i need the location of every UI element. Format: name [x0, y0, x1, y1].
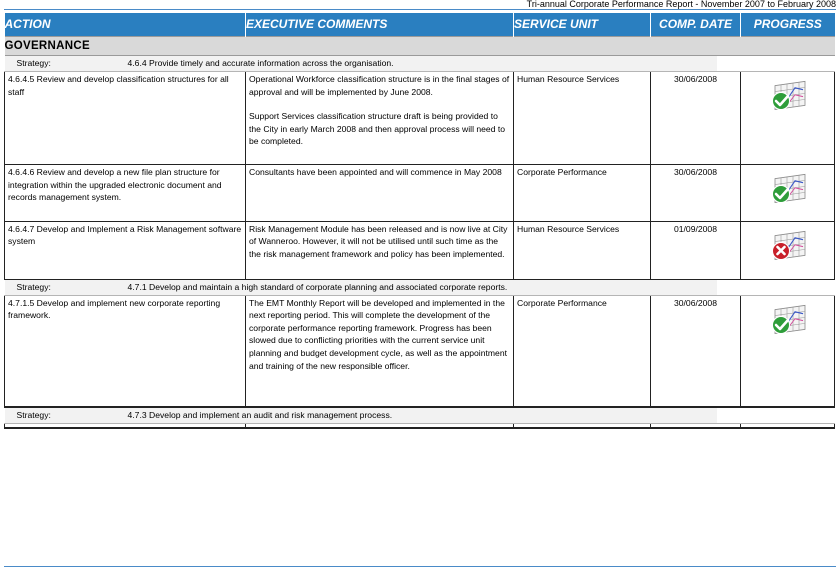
progress-chart-check-icon [765, 300, 811, 346]
comment-paragraph: Risk Management Module has been released and is now live at City of Wanneroo. However, it will not be utilised until such time as the the risk management framework and policy has been implemented. [249, 223, 508, 259]
comments-cell [246, 295, 514, 407]
strategy-text: 4.7.1 Develop and maintain a high standard of corporate planning and associated corporate reports. [128, 279, 717, 295]
strategy-label: Strategy: [5, 279, 246, 295]
progress-cell [741, 72, 835, 165]
service-unit-cell: Corporate Performance [514, 295, 651, 407]
comments-cell [246, 72, 514, 165]
strategy-label: Strategy: [5, 407, 246, 424]
service-unit-cell: Corporate Performance [514, 165, 651, 222]
header-row [5, 13, 835, 37]
header-rule [4, 9, 836, 10]
comment-paragraph: Support Services classification structure draft is being provided to the City in early March 2008 and then approval process will need to be completed. [249, 111, 506, 147]
comments-cell [246, 221, 514, 279]
comp-date-cell: 01/09/2008 [651, 221, 741, 279]
comp-date-cell: 30/06/2008 [651, 295, 741, 407]
comment-paragraph: The EMT Monthly Report will be developed and implemented in the next reporting period. This will complete the development of the corporate performance reporting framework. Progress has been slowed due to conflicting priorities with the current service unit planning and budget development cycle, as well as the appointment and training of the new responsible officer. [249, 297, 507, 371]
footer-rule [4, 566, 836, 567]
report-title: Tri-annual Corporate Performance Report - November 2007 to February 2008 [526, 0, 836, 9]
performance-table [4, 13, 835, 429]
progress-chart-cross-icon [765, 226, 811, 272]
section-row [5, 37, 835, 56]
service-unit-cell: Human Resource Services [514, 221, 651, 279]
strategy-row [5, 56, 835, 72]
comment-paragraph: Consultants have been appointed and will commence in May 2008 [249, 167, 502, 177]
action-cell: 4.6.4.5 Review and develop classification structures for all staff [5, 72, 246, 165]
table-row [5, 221, 835, 279]
strategy-text: 4.6.4 Provide timely and accurate information across the organisation. [128, 56, 717, 72]
progress-cell [741, 165, 835, 222]
progress-chart-check-icon [765, 76, 811, 122]
action-cell: 4.6.4.6 Review and develop a new file plan structure for integration within the upgraded electronic document and records management system. [5, 165, 246, 222]
end-cell [5, 424, 246, 429]
column-header-action: ACTION [5, 13, 246, 37]
strategy-row [5, 407, 835, 424]
end-cell [651, 424, 741, 429]
table-end-row [5, 424, 835, 429]
column-header-comp-date: COMP. DATE [651, 13, 741, 37]
strategy-row [5, 279, 835, 295]
end-cell [741, 424, 835, 429]
progress-chart-check-icon [765, 169, 811, 215]
comp-date-cell: 30/06/2008 [651, 165, 741, 222]
comp-date-cell: 30/06/2008 [651, 72, 741, 165]
comments-cell [246, 165, 514, 222]
strategy-label: Strategy: [5, 56, 246, 72]
column-header-service-unit: SERVICE UNIT [514, 13, 651, 37]
comment-paragraph: Operational Workforce classification structure is in the final stages of approval and will be implemented by June 2008. [249, 74, 510, 97]
section-title: GOVERNANCE [5, 37, 835, 56]
strategy-text: 4.7.3 Develop and implement an audit and risk management process. [128, 407, 717, 424]
service-unit-cell: Human Resource Services [514, 72, 651, 165]
end-cell [246, 424, 514, 429]
action-cell: 4.6.4.7 Develop and Implement a Risk Management software system [5, 221, 246, 279]
progress-cell [741, 221, 835, 279]
table-row [5, 72, 835, 165]
action-cell: 4.7.1.5 Develop and implement new corporate reporting framework. [5, 295, 246, 407]
table-row [5, 295, 835, 407]
table-row [5, 165, 835, 222]
end-cell [514, 424, 651, 429]
progress-cell [741, 295, 835, 407]
column-header-progress: PROGRESS [741, 13, 835, 37]
column-header-comments: EXECUTIVE COMMENTS [246, 13, 514, 37]
